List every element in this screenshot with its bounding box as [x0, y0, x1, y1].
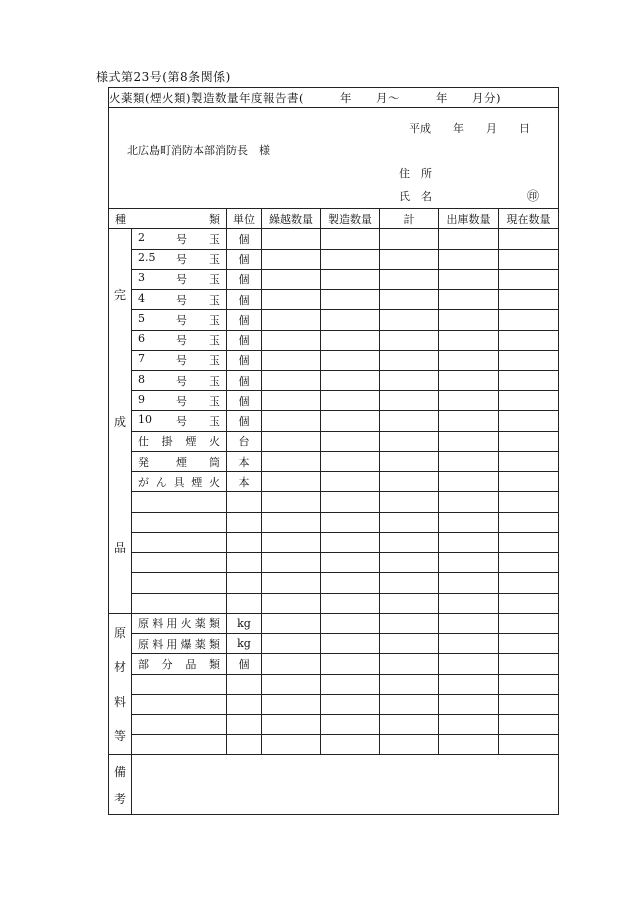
raw-materials-row: [109, 674, 559, 694]
item-type-part: 仕: [138, 435, 149, 449]
total-quantity-cell[interactable]: [380, 512, 439, 532]
manufactured-quantity-cell[interactable]: [321, 431, 380, 451]
item-type-part: が: [138, 475, 149, 489]
shipped-quantity-cell[interactable]: [439, 290, 499, 310]
addressee: 北広島町消防本部消防長 様: [127, 144, 270, 158]
finished-goods-row: [109, 391, 559, 411]
remarks-label-char: 考: [113, 791, 126, 806]
unit-cell: 個: [227, 290, 262, 310]
current-quantity-cell[interactable]: [499, 472, 559, 492]
unit-cell: 台: [227, 431, 262, 451]
raw-materials-category-char: 材: [113, 660, 126, 675]
unit-cell: 個: [227, 269, 262, 289]
finished-goods-row: [109, 472, 559, 492]
shipped-quantity-cell[interactable]: [439, 431, 499, 451]
address-label: 住 所: [399, 167, 432, 181]
current-quantity-cell[interactable]: [499, 330, 559, 350]
total-quantity-cell[interactable]: [380, 330, 439, 350]
item-type-part: 煙: [191, 475, 203, 489]
unit-cell: 個: [227, 654, 262, 674]
current-quantity-cell[interactable]: [499, 249, 559, 269]
item-type-part: 号: [176, 293, 187, 307]
item-type-cell: [132, 472, 227, 492]
shipped-quantity-cell[interactable]: [439, 391, 499, 411]
carried-over-quantity-cell[interactable]: [262, 715, 321, 735]
finished-goods-row: [109, 310, 559, 330]
item-type-cell: [132, 492, 227, 512]
item-type-part: 玉: [209, 354, 220, 368]
unit-cell: kg: [227, 613, 262, 633]
remarks-row: [109, 755, 559, 815]
form-title: 火薬類(煙火類)製造数量年度報告書( 年 月～ 年 月分): [109, 88, 559, 108]
manufactured-quantity-cell[interactable]: [321, 290, 380, 310]
carried-over-quantity-cell[interactable]: [262, 613, 321, 633]
carried-over-quantity-cell[interactable]: [262, 431, 321, 451]
total-quantity-cell[interactable]: [380, 694, 439, 714]
item-type-cell: [132, 269, 227, 289]
item-type-cell: [132, 512, 227, 532]
item-type-part: 号: [176, 415, 187, 429]
current-quantity-cell[interactable]: [499, 229, 559, 249]
current-quantity-cell[interactable]: [499, 634, 559, 654]
shipped-quantity-cell[interactable]: [439, 451, 499, 471]
shipped-quantity-cell[interactable]: [439, 654, 499, 674]
item-type-part: 爆: [180, 637, 192, 651]
item-type-part: 火: [180, 617, 192, 631]
shipped-quantity-cell[interactable]: [439, 512, 499, 532]
manufactured-quantity-cell[interactable]: [321, 512, 380, 532]
item-type-part: 用: [166, 617, 178, 631]
carried-over-quantity-cell[interactable]: [262, 290, 321, 310]
item-type-part: 9: [138, 392, 145, 406]
unit-cell: 個: [227, 371, 262, 391]
item-type-part: 玉: [209, 293, 220, 307]
total-quantity-cell[interactable]: [380, 269, 439, 289]
carried-over-quantity-cell[interactable]: [262, 694, 321, 714]
total-quantity-cell[interactable]: [380, 715, 439, 735]
finished-goods-row: [109, 330, 559, 350]
carried-over-column-header: 繰越数量: [262, 209, 321, 229]
column-header-row: [109, 209, 559, 229]
unit-cell: 本: [227, 472, 262, 492]
total-quantity-cell[interactable]: [380, 492, 439, 512]
shipped-quantity-cell[interactable]: [439, 613, 499, 633]
carried-over-quantity-cell[interactable]: [262, 532, 321, 552]
shipped-quantity-cell[interactable]: [439, 593, 499, 613]
item-type-part: 号: [176, 232, 187, 246]
item-type-part: 号: [176, 273, 187, 287]
total-quantity-cell[interactable]: [380, 613, 439, 633]
item-type-part: 火: [209, 475, 220, 489]
report-form-table: [108, 87, 559, 815]
type-header-last: 類: [209, 212, 220, 226]
manufactured-quantity-cell[interactable]: [321, 350, 380, 370]
finished-goods-category-char: 品: [113, 541, 126, 556]
unit-cell: [227, 674, 262, 694]
total-quantity-cell[interactable]: [380, 350, 439, 370]
form-number: 様式第23号(第8条関係): [96, 70, 231, 84]
finished-goods-row: [109, 249, 559, 269]
carried-over-quantity-cell[interactable]: [262, 371, 321, 391]
item-type-part: 5: [138, 311, 145, 325]
carried-over-quantity-cell[interactable]: [262, 350, 321, 370]
manufactured-quantity-cell[interactable]: [321, 472, 380, 492]
item-type-part: 号: [176, 354, 187, 368]
unit-column-header: 単位: [227, 209, 262, 229]
item-type-part: 類: [208, 657, 220, 671]
unit-cell: kg: [227, 634, 262, 654]
shipped-quantity-cell[interactable]: [439, 350, 499, 370]
current-column-header: 現在数量: [499, 209, 559, 229]
total-quantity-cell[interactable]: [380, 532, 439, 552]
manufactured-column-header: 製造数量: [321, 209, 380, 229]
item-type-part: 玉: [209, 232, 220, 246]
manufactured-quantity-cell[interactable]: [321, 269, 380, 289]
carried-over-quantity-cell[interactable]: [262, 451, 321, 471]
current-quantity-cell[interactable]: [499, 674, 559, 694]
type-column-header: [109, 209, 227, 229]
manufactured-quantity-cell[interactable]: [321, 451, 380, 471]
manufactured-quantity-cell[interactable]: [321, 492, 380, 512]
item-type-part: 号: [176, 394, 187, 408]
shipped-quantity-cell[interactable]: [439, 310, 499, 330]
raw-materials-category-char: 料: [113, 694, 126, 709]
total-quantity-cell[interactable]: [380, 249, 439, 269]
finished-goods-row: [109, 269, 559, 289]
item-type-cell: [132, 735, 227, 755]
manufactured-quantity-cell[interactable]: [321, 553, 380, 573]
carried-over-quantity-cell[interactable]: [262, 310, 321, 330]
item-type-part: 発: [138, 455, 149, 469]
finished-goods-row: [109, 593, 559, 613]
carried-over-quantity-cell[interactable]: [262, 249, 321, 269]
finished-goods-row: [109, 573, 559, 593]
item-type-part: 号: [176, 374, 187, 388]
type-header-first: 種: [115, 212, 126, 226]
unit-cell: 個: [227, 229, 262, 249]
manufactured-quantity-cell[interactable]: [321, 694, 380, 714]
carried-over-quantity-cell[interactable]: [262, 411, 321, 431]
total-quantity-cell[interactable]: [380, 290, 439, 310]
manufactured-quantity-cell[interactable]: [321, 310, 380, 330]
remarks-label-char: 備: [113, 764, 126, 779]
carried-over-quantity-cell[interactable]: [262, 674, 321, 694]
carried-over-quantity-cell[interactable]: [262, 553, 321, 573]
finished-goods-row: [109, 229, 559, 249]
total-quantity-cell[interactable]: [380, 735, 439, 755]
current-quantity-cell[interactable]: [499, 411, 559, 431]
item-type-part: 分: [161, 657, 173, 671]
item-type-part: 3: [138, 271, 145, 285]
finished-goods-row: [109, 431, 559, 451]
current-quantity-cell[interactable]: [499, 593, 559, 613]
total-quantity-cell[interactable]: [380, 391, 439, 411]
current-quantity-cell[interactable]: [499, 735, 559, 755]
manufactured-quantity-cell[interactable]: [321, 229, 380, 249]
unit-cell: [227, 512, 262, 532]
shipped-quantity-cell[interactable]: [439, 715, 499, 735]
carried-over-quantity-cell[interactable]: [262, 229, 321, 249]
shipped-quantity-cell[interactable]: [439, 472, 499, 492]
item-type-part: 号: [176, 334, 187, 348]
item-type-part: 薬: [194, 617, 206, 631]
shipped-quantity-cell[interactable]: [439, 269, 499, 289]
item-type-cell: [132, 654, 227, 674]
raw-materials-row: [109, 613, 559, 633]
item-type-part: 類: [208, 637, 220, 651]
current-quantity-cell[interactable]: [499, 715, 559, 735]
current-quantity-cell[interactable]: [499, 492, 559, 512]
shipped-quantity-cell[interactable]: [439, 492, 499, 512]
current-quantity-cell[interactable]: [499, 532, 559, 552]
raw-materials-row: [109, 694, 559, 714]
current-quantity-cell[interactable]: [499, 290, 559, 310]
current-quantity-cell[interactable]: [499, 391, 559, 411]
item-type-part: 原: [138, 617, 149, 631]
raw-materials-category-label: [109, 613, 132, 755]
finished-goods-category-label: [109, 229, 132, 613]
manufactured-quantity-cell[interactable]: [321, 715, 380, 735]
total-quantity-cell[interactable]: [380, 451, 439, 471]
carried-over-quantity-cell[interactable]: [262, 634, 321, 654]
raw-materials-category-char: 等: [113, 729, 126, 744]
total-quantity-cell[interactable]: [380, 229, 439, 249]
shipped-quantity-cell[interactable]: [439, 229, 499, 249]
unit-cell: [227, 532, 262, 552]
item-type-part: 品: [185, 657, 197, 671]
manufactured-quantity-cell[interactable]: [321, 735, 380, 755]
carried-over-quantity-cell[interactable]: [262, 330, 321, 350]
item-type-part: 玉: [209, 313, 220, 327]
shipped-column-header: 出庫数量: [439, 209, 499, 229]
shipped-quantity-cell[interactable]: [439, 330, 499, 350]
unit-cell: [227, 553, 262, 573]
carried-over-quantity-cell[interactable]: [262, 573, 321, 593]
item-type-cell: [132, 715, 227, 735]
item-type-part: 2: [138, 230, 145, 244]
total-quantity-cell[interactable]: [380, 411, 439, 431]
carried-over-quantity-cell[interactable]: [262, 472, 321, 492]
finished-goods-row: [109, 492, 559, 512]
manufactured-quantity-cell[interactable]: [321, 654, 380, 674]
current-quantity-cell[interactable]: [499, 269, 559, 289]
finished-goods-row: [109, 350, 559, 370]
raw-materials-row: [109, 654, 559, 674]
item-type-part: 火: [208, 435, 220, 449]
current-quantity-cell[interactable]: [499, 431, 559, 451]
total-column-header: 計: [380, 209, 439, 229]
unit-cell: [227, 492, 262, 512]
item-type-cell: [132, 431, 227, 451]
shipped-quantity-cell[interactable]: [439, 634, 499, 654]
total-quantity-cell[interactable]: [380, 573, 439, 593]
item-type-part: 筒: [209, 455, 220, 469]
item-type-cell: [132, 694, 227, 714]
item-type-part: 6: [138, 332, 145, 346]
manufactured-quantity-cell[interactable]: [321, 249, 380, 269]
manufactured-quantity-cell[interactable]: [321, 674, 380, 694]
unit-cell: 個: [227, 330, 262, 350]
item-type-cell: [132, 553, 227, 573]
item-type-cell: [132, 391, 227, 411]
date-line: 平成 年 月 日: [409, 122, 530, 136]
finished-goods-row: [109, 532, 559, 552]
item-type-cell: [132, 674, 227, 694]
shipped-quantity-cell[interactable]: [439, 674, 499, 694]
unit-cell: 個: [227, 249, 262, 269]
shipped-quantity-cell[interactable]: [439, 694, 499, 714]
shipped-quantity-cell[interactable]: [439, 371, 499, 391]
item-type-part: 原: [138, 637, 149, 651]
raw-materials-row: [109, 634, 559, 654]
carried-over-quantity-cell[interactable]: [262, 269, 321, 289]
item-type-cell: [132, 371, 227, 391]
item-type-part: 玉: [209, 394, 220, 408]
seal-mark: ㊞: [527, 189, 540, 204]
item-type-part: 2.5: [138, 251, 156, 265]
item-type-part: 用: [166, 637, 178, 651]
item-type-cell: [132, 613, 227, 633]
total-quantity-cell[interactable]: [380, 553, 439, 573]
item-type-part: ん: [155, 475, 167, 489]
unit-cell: 個: [227, 411, 262, 431]
total-quantity-cell[interactable]: [380, 654, 439, 674]
item-type-part: 部: [138, 657, 149, 671]
unit-cell: [227, 694, 262, 714]
total-quantity-cell[interactable]: [380, 310, 439, 330]
shipped-quantity-cell[interactable]: [439, 532, 499, 552]
item-type-part: 玉: [209, 415, 220, 429]
unit-cell: [227, 735, 262, 755]
total-quantity-cell[interactable]: [380, 674, 439, 694]
manufactured-quantity-cell[interactable]: [321, 371, 380, 391]
item-type-part: 薬: [194, 637, 206, 651]
item-type-cell: [132, 330, 227, 350]
raw-materials-category-char: 原: [113, 626, 126, 641]
total-quantity-cell[interactable]: [380, 371, 439, 391]
item-type-part: 玉: [209, 273, 220, 287]
item-type-cell: [132, 249, 227, 269]
current-quantity-cell[interactable]: [499, 451, 559, 471]
carried-over-quantity-cell[interactable]: [262, 492, 321, 512]
current-quantity-cell[interactable]: [499, 310, 559, 330]
item-type-cell: [132, 290, 227, 310]
unit-cell: [227, 715, 262, 735]
unit-cell: 本: [227, 451, 262, 471]
shipped-quantity-cell[interactable]: [439, 573, 499, 593]
item-type-part: 8: [138, 372, 145, 386]
remarks-label: [109, 755, 132, 815]
shipped-quantity-cell[interactable]: [439, 735, 499, 755]
item-type-part: 料: [152, 637, 164, 651]
manufactured-quantity-cell[interactable]: [321, 391, 380, 411]
carried-over-quantity-cell[interactable]: [262, 654, 321, 674]
finished-goods-row: [109, 371, 559, 391]
item-type-cell: [132, 411, 227, 431]
finished-goods-category-char: 完: [113, 288, 126, 302]
manufactured-quantity-cell[interactable]: [321, 613, 380, 633]
total-quantity-cell[interactable]: [380, 472, 439, 492]
manufactured-quantity-cell[interactable]: [321, 411, 380, 431]
item-type-part: 類: [208, 617, 220, 631]
item-type-cell: [132, 310, 227, 330]
manufactured-quantity-cell[interactable]: [321, 573, 380, 593]
current-quantity-cell[interactable]: [499, 350, 559, 370]
finished-goods-row: [109, 451, 559, 471]
unit-cell: 個: [227, 391, 262, 411]
item-type-part: 玉: [209, 374, 220, 388]
name-label: 氏 名: [399, 190, 432, 204]
shipped-quantity-cell[interactable]: [439, 411, 499, 431]
finished-goods-row: [109, 512, 559, 532]
unit-cell: [227, 573, 262, 593]
carried-over-quantity-cell[interactable]: [262, 735, 321, 755]
carried-over-quantity-cell[interactable]: [262, 391, 321, 411]
item-type-part: 玉: [209, 334, 220, 348]
item-type-cell: [132, 350, 227, 370]
item-type-cell: [132, 229, 227, 249]
current-quantity-cell[interactable]: [499, 694, 559, 714]
carried-over-quantity-cell[interactable]: [262, 512, 321, 532]
manufactured-quantity-cell[interactable]: [321, 532, 380, 552]
carried-over-quantity-cell[interactable]: [262, 593, 321, 613]
finished-goods-category-char: 成: [113, 414, 126, 429]
unit-cell: 個: [227, 310, 262, 330]
total-quantity-cell[interactable]: [380, 431, 439, 451]
remarks-field[interactable]: [132, 755, 559, 815]
item-type-part: 7: [138, 352, 145, 366]
item-type-part: 10: [138, 413, 152, 427]
shipped-quantity-cell[interactable]: [439, 249, 499, 269]
item-type-part: 4: [138, 291, 145, 305]
item-type-part: 煙: [176, 455, 187, 469]
item-type-part: 具: [173, 475, 185, 489]
current-quantity-cell[interactable]: [499, 512, 559, 532]
current-quantity-cell[interactable]: [499, 371, 559, 391]
raw-materials-row: [109, 715, 559, 735]
finished-goods-row: [109, 411, 559, 431]
item-type-part: 煙: [185, 435, 197, 449]
shipped-quantity-cell[interactable]: [439, 553, 499, 573]
item-type-part: 料: [152, 617, 164, 631]
item-type-part: 号: [176, 253, 187, 267]
item-type-cell: [132, 532, 227, 552]
finished-goods-row: [109, 553, 559, 573]
item-type-cell: [132, 634, 227, 654]
raw-materials-row: [109, 735, 559, 755]
item-type-cell: [132, 593, 227, 613]
current-quantity-cell[interactable]: [499, 553, 559, 573]
finished-goods-row: [109, 290, 559, 310]
current-quantity-cell[interactable]: [499, 613, 559, 633]
manufactured-quantity-cell[interactable]: [321, 593, 380, 613]
total-quantity-cell[interactable]: [380, 634, 439, 654]
manufactured-quantity-cell[interactable]: [321, 634, 380, 654]
item-type-cell: [132, 451, 227, 471]
header-block: [109, 108, 559, 209]
item-type-part: 玉: [209, 253, 220, 267]
item-type-cell: [132, 573, 227, 593]
item-type-part: 掛: [161, 435, 173, 449]
current-quantity-cell[interactable]: [499, 573, 559, 593]
current-quantity-cell[interactable]: [499, 654, 559, 674]
unit-cell: 個: [227, 350, 262, 370]
item-type-part: 号: [176, 313, 187, 327]
unit-cell: [227, 593, 262, 613]
manufactured-quantity-cell[interactable]: [321, 330, 380, 350]
total-quantity-cell[interactable]: [380, 593, 439, 613]
